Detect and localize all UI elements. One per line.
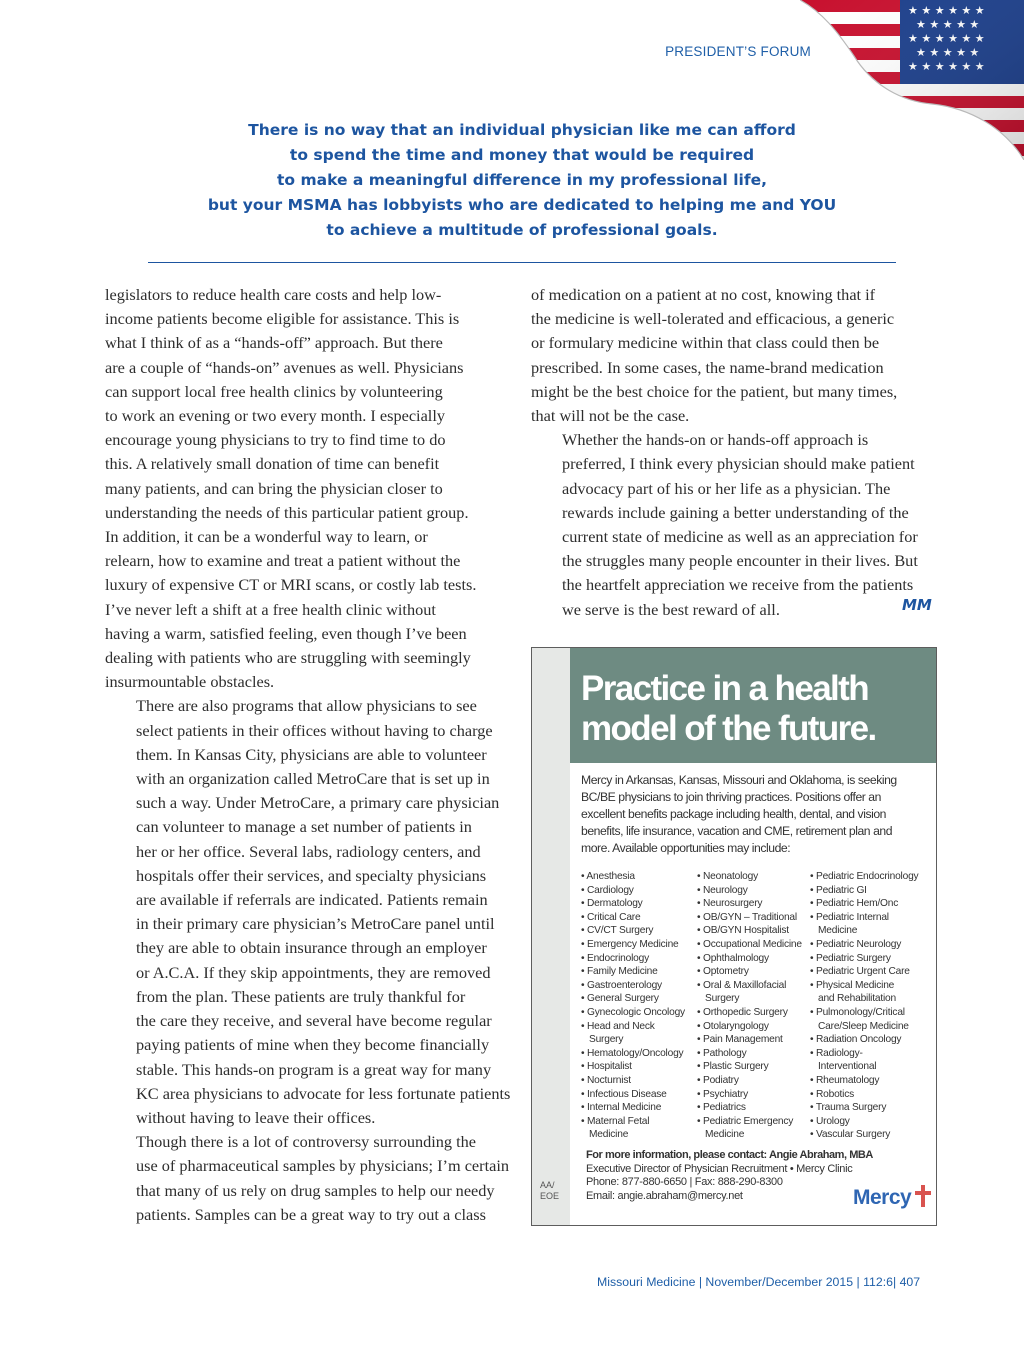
aa-eoe-line: EOE	[540, 1191, 560, 1201]
specialty-item: • Plastic Surgery	[697, 1061, 769, 1073]
ad-intro	[581, 772, 929, 857]
ad-headline-line: Practice in a health	[581, 669, 869, 708]
specialty-item: • Endocrinology	[581, 952, 649, 964]
article-paragraph	[105, 283, 517, 694]
specialty-item: Medicine	[818, 925, 858, 937]
text-line: can volunteer to manage a set number of patients in	[136, 817, 472, 837]
text-line: of medication on a patient at no cost, knowing that if	[531, 285, 876, 304]
text-line: understanding the needs of this particular patient group.	[105, 502, 469, 522]
text-line: rewards include gaining a better understanding of the	[562, 502, 909, 522]
signoff-initials: MM	[902, 596, 932, 614]
specialty-item: • Pathology	[697, 1047, 747, 1059]
pull-quote-divider	[148, 262, 896, 263]
text-line: might be the best choice for the patient, but many times,	[531, 381, 898, 401]
text-line: patients. Samples can be a great way to try out a class	[136, 1204, 486, 1224]
specialty-item: • Head and Neck	[581, 1020, 655, 1032]
specialty-item: • Nocturnist	[581, 1074, 631, 1086]
specialty-item: • Pediatric Urgent Care	[810, 966, 910, 978]
contact-heading: For more information, please contact: Angie Abraham, MBA	[586, 1149, 873, 1161]
specialty-item: • Maternal Fetal	[581, 1115, 650, 1127]
text-line: or formulary medicine within that class could then be	[531, 333, 880, 353]
specialty-item: • Hospitalist	[581, 1061, 632, 1073]
text-line: In addition, it can be a wonderful way to learn, or	[105, 527, 428, 547]
specialty-list-col3	[810, 870, 918, 1142]
specialty-item: • OB/GYN Hospitalist	[697, 925, 789, 937]
specialty-item: • Podiatry	[697, 1074, 739, 1086]
specialty-item: • Pediatric Endocrinology	[810, 871, 919, 882]
specialty-item: • Ophthalmology	[697, 952, 769, 964]
specialty-item: • Pediatric Hem/Onc	[810, 898, 899, 910]
specialty-item: • Occupational Medicine	[697, 938, 802, 950]
ad-side-panel	[532, 648, 570, 1225]
text-line: many patients, and can bring the physician closer to	[105, 478, 443, 498]
specialty-item: • Family Medicine	[581, 966, 658, 978]
article-paragraph	[531, 283, 941, 428]
text-line: to work an evening or two every month. I especially	[105, 406, 445, 426]
specialty-item: • Urology	[810, 1115, 850, 1127]
specialty-item: • Pediatric Internal	[810, 911, 889, 923]
text-line: they are able to obtain insurance through an employer	[136, 938, 487, 958]
contact-email[interactable]: Email: angie.abraham@mercy.net	[586, 1189, 743, 1202]
ad-intro-line: Mercy in Arkansas, Kansas, Missouri and Oklahoma, is seeking	[581, 773, 897, 787]
specialty-item: • Radiation Oncology	[810, 1034, 902, 1046]
text-line: or A.C.A. If they skip appointments, they are removed	[136, 962, 491, 982]
specialty-item: • Psychiatry	[697, 1088, 748, 1100]
text-line: the medicine is well-tolerated and efficacious, a generic	[531, 309, 895, 329]
pull-quote-line: to spend the time and money that would be required	[289, 146, 755, 164]
ad-contact	[586, 1149, 873, 1203]
mercy-logo: Mercy	[853, 1186, 912, 1209]
text-line: are available if referrals are indicated. Patients remain	[136, 890, 488, 910]
article-left-column	[105, 283, 517, 1227]
specialty-item: • Oral & Maxillofacial	[697, 979, 787, 991]
text-line: the care they receive, and several have become regular	[136, 1011, 492, 1031]
pull-quote	[148, 118, 896, 243]
section-label: PRESIDENT’S FORUM	[665, 44, 811, 59]
text-line: stable. This hands-on program is a great way for many	[136, 1059, 492, 1079]
text-line: from the plan. These patients are truly thankful for	[136, 986, 466, 1006]
specialty-item: • Robotics	[810, 1088, 855, 1100]
text-line: can support local free health clinics by volunteering	[105, 381, 443, 401]
specialty-item: • Pediatric Surgery	[810, 952, 891, 964]
text-line: current state of medicine as well as an appreciation for	[562, 527, 918, 547]
text-line: in their primary care physician’s MetroCare panel until	[136, 914, 495, 934]
specialty-item: • Pediatrics	[697, 1102, 746, 1114]
specialty-item: • CV/CT Surgery	[581, 925, 654, 937]
ad-intro-line: benefits, life insurance, vacation and CME, retirement plan and	[581, 824, 893, 838]
specialty-item: and Rehabilitation	[818, 993, 896, 1005]
specialty-item: Surgery	[705, 993, 740, 1005]
ad-headline-line: model of the future.	[581, 709, 876, 748]
text-line: them. In Kansas City, physicians are able to volunteer	[136, 744, 487, 764]
specialty-list-col1	[581, 870, 685, 1142]
article-paragraph	[105, 1130, 517, 1227]
pull-quote-line: There is no way that an individual physician like me can afford	[248, 121, 796, 139]
mercy-advertisement	[531, 647, 937, 1226]
text-line: with an organization called MetroCare that is set up in	[136, 769, 490, 789]
text-line: income patients become eligible for assistance. This is	[105, 309, 460, 329]
text-line: what I think of as a “hands-off” approach. But there	[105, 333, 443, 353]
contact-title: Executive Director of Physician Recruitment • Mercy Clinic	[586, 1162, 853, 1175]
specialty-item: • Cardiology	[581, 884, 634, 896]
text-line: that many of us rely on drug samples to help our needy	[136, 1180, 495, 1200]
specialty-item: • Gynecologic Oncology	[581, 1006, 685, 1018]
text-line: Though there is a lot of controversy surrounding the	[136, 1132, 477, 1152]
pull-quote-line: to achieve a multitude of professional goals.	[326, 221, 718, 239]
article-right-column	[531, 283, 941, 622]
text-line: prescribed. In some cases, the name-brand medication	[531, 357, 884, 377]
specialty-item: • Rheumatology	[810, 1074, 880, 1086]
text-line: are a couple of “hands-on” avenues as well. Physicians	[105, 357, 464, 377]
specialty-item: • OB/GYN – Traditional	[697, 911, 797, 923]
text-line: her or her office. Several labs, radiology centers, and	[136, 841, 481, 861]
specialty-item: Medicine	[705, 1129, 745, 1141]
specialty-item: • Pulmonology/Critical	[810, 1006, 905, 1018]
text-line: encourage young physicians to try to find time to do	[105, 430, 446, 450]
specialty-item: • Vascular Surgery	[810, 1129, 891, 1141]
specialty-item: Care/Sleep Medicine	[818, 1020, 909, 1032]
specialty-item: • General Surgery	[581, 993, 659, 1005]
text-line: I’ve never left a shift at a free health clinic without	[105, 599, 436, 619]
specialty-item: • Internal Medicine	[581, 1102, 662, 1114]
text-line: advocacy part of his or her life as a physician. The	[562, 478, 891, 498]
pull-quote-line: but your MSMA has lobbyists who are dedicated to helping me and YOU	[207, 196, 837, 214]
text-line: relearn, how to examine and treat a patient without the	[105, 551, 461, 571]
specialty-item: • Anesthesia	[581, 871, 635, 882]
text-line: the struggles many people encounter in their lives. But	[562, 551, 918, 571]
specialty-item: Medicine	[589, 1129, 629, 1141]
specialty-item: • Critical Care	[581, 911, 641, 923]
specialty-item: • Radiology-	[810, 1047, 863, 1059]
specialty-item: • Orthopedic Surgery	[697, 1006, 788, 1018]
ad-intro-line: more. Available opportunities may include:	[581, 841, 791, 855]
text-line: select patients in their offices without having to charge	[136, 720, 493, 740]
specialty-item: Interventional	[818, 1061, 877, 1073]
contact-phone: Phone: 877-880-6650 | Fax: 888-290-8300	[586, 1176, 783, 1188]
text-line: hospitals offer their services, and specialty physicians	[136, 865, 487, 885]
text-line: this. A relatively small donation of time can benefit	[105, 454, 440, 474]
specialty-item: • Physical Medicine	[810, 979, 895, 991]
text-line: without having to leave their offices.	[136, 1107, 376, 1127]
specialty-item: • Neurosurgery	[697, 898, 763, 910]
specialty-item: • Emergency Medicine	[581, 938, 679, 950]
specialty-item: • Neurology	[697, 884, 748, 896]
article-paragraph	[531, 428, 941, 622]
text-line: insurmountable obstacles.	[105, 672, 275, 692]
specialty-item: • Pediatric Emergency	[697, 1115, 794, 1127]
ad-intro-line: BC/BE physicians to join thriving practices. Positions offer an	[581, 790, 881, 804]
specialty-item: • Gastroenterology	[581, 979, 662, 991]
specialty-item: • Dermatology	[581, 898, 643, 910]
specialty-item: • Optometry	[697, 966, 749, 978]
specialty-item: • Trauma Surgery	[810, 1102, 887, 1114]
article-paragraph	[105, 694, 517, 1130]
mercy-cross-icon	[915, 1185, 931, 1207]
ad-headline	[570, 648, 936, 763]
text-line: There are also programs that allow physicians to see	[136, 696, 477, 716]
text-line: Whether the hands-on or hands-off approach is	[562, 430, 869, 450]
aa-eoe-line: AA/	[540, 1180, 555, 1190]
ad-intro-line: excellent benefits package including health, dental, and vision	[581, 807, 887, 821]
pull-quote-line: to make a meaningful difference in my professional life,	[277, 171, 767, 189]
text-line: KC area physicians to advocate for less fortunate patients	[136, 1083, 511, 1103]
text-line: preferred, I think every physician should make patient	[562, 454, 915, 474]
page-footer: Missouri Medicine | November/December 2015 | 112:6| 407	[597, 1275, 921, 1289]
text-line: such a way. Under MetroCare, a primary care physician	[136, 793, 500, 813]
text-line: luxury of expensive CT or MRI scans, or costly lab tests.	[105, 575, 477, 595]
text-line: legislators to reduce health care costs and help low-	[105, 285, 442, 304]
text-line: use of pharmaceutical samples by physicians; I’m certain	[136, 1156, 509, 1176]
text-line: having a warm, satisfied feeling, even though I’ve been	[105, 623, 467, 643]
specialty-item: • Infectious Disease	[581, 1088, 667, 1100]
aa-eoe-notice	[540, 1180, 559, 1202]
specialty-item: • Pain Management	[697, 1034, 783, 1046]
specialty-item: • Hematology/Oncology	[581, 1047, 684, 1059]
specialty-item: • Pediatric Neurology	[810, 938, 902, 950]
specialty-item: Surgery	[589, 1034, 624, 1046]
text-line: that will not be the case.	[531, 406, 690, 426]
specialty-item: • Pediatric GI	[810, 884, 867, 896]
text-line: dealing with patients who are struggling with seemingly	[105, 648, 471, 668]
specialty-list-col2	[697, 870, 802, 1142]
specialty-item: • Otolaryngology	[697, 1020, 769, 1032]
text-line: paying patients of mine when they become financially	[136, 1035, 490, 1055]
text-line: we serve is the best reward of all.	[562, 599, 780, 619]
text-line: the heartfelt appreciation we receive from the patients	[562, 575, 914, 595]
specialty-item: • Neonatology	[697, 871, 759, 882]
